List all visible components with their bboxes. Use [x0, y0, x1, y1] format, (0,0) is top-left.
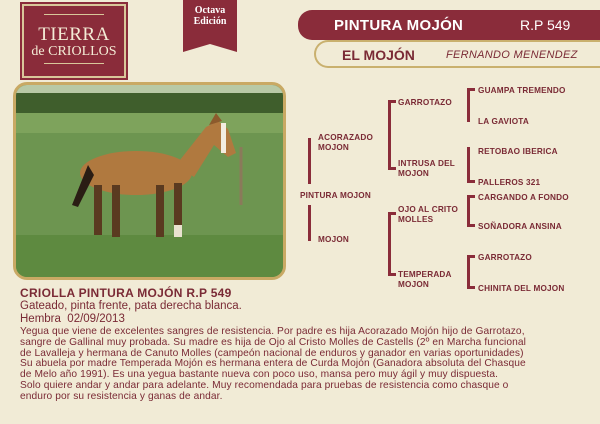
- pedigree-connector: [467, 255, 470, 289]
- pedigree-connector: [467, 195, 470, 227]
- pedigree-connector: [467, 88, 475, 91]
- pedigree-dds: GARROTAZO: [478, 253, 532, 262]
- edition-line-2: Edición: [193, 16, 227, 27]
- pedigree-connector: [388, 167, 396, 170]
- description: [20, 327, 590, 403]
- pedigree-sire: ACORAZADO MOJON: [318, 133, 374, 152]
- pedigree-dam-sire: OJO AL CRITO MOLLES: [398, 205, 459, 224]
- owner-name: EL MOJÓN: [342, 47, 415, 63]
- birth-date: 02/09/2013: [67, 313, 125, 325]
- pedigree-connector: [467, 88, 470, 122]
- pedigree-connector: [388, 212, 391, 276]
- description-line: Yegua que viene de excelentes sangres de resistencia. Por padre es hija Acorazado Mojón hijo de Garrotazo,: [20, 326, 525, 337]
- name-banner: [298, 10, 600, 40]
- description-line: de Melo año 1991). Es una yegua bastante nueva con poco uso, mansa pero muy ágil y muy dispuesta.: [20, 369, 499, 381]
- horse-photo: [13, 82, 286, 280]
- owner-banner: [314, 40, 600, 68]
- pedigree-connector: [467, 224, 475, 227]
- pedigree-self: PINTURA MOJON: [300, 191, 371, 200]
- edition-ribbon: [183, 0, 237, 44]
- pedigree-ssd: LA GAVIOTA: [478, 117, 529, 126]
- pedigree-connector: [388, 100, 396, 103]
- pedigree-connector: [467, 255, 475, 258]
- horse-name: PINTURA MOJÓN: [334, 17, 464, 34]
- logo-line-1: TIERRA: [38, 24, 110, 45]
- pedigree-connector: [388, 212, 396, 215]
- pedigree-connector: [388, 100, 391, 170]
- pedigree-connector: [467, 180, 475, 183]
- pedigree-dsd: SOÑADORA ANSINA: [478, 222, 562, 231]
- pedigree-dss: CARGANDO A FONDO: [478, 193, 569, 202]
- breeder-name: FERNANDO MENENDEZ: [446, 49, 578, 61]
- pedigree-dam-dam: TEMPERADA MOJON: [398, 270, 452, 289]
- sex-and-birth: [20, 313, 125, 325]
- pedigree-connector: [467, 195, 475, 198]
- pedigree-sdd: PALLEROS 321: [478, 178, 541, 187]
- horse-title: CRIOLLA PINTURA MOJÓN R.P 549: [20, 286, 232, 300]
- description-line: sangre de Gallinal muy probada. Su madre es hija de Ojo al Cristo Molles de Castells (2º en Marcha funcional: [20, 336, 527, 348]
- pedigree-connector: [308, 138, 311, 184]
- pedigree-sss: GUAMPA TREMENDO: [478, 86, 566, 95]
- brand-logo: [22, 4, 126, 78]
- pedigree-connector: [467, 147, 470, 183]
- edition-line-1: Octava: [194, 5, 226, 16]
- logo-line-2: de CRIOLLOS: [31, 44, 117, 59]
- pedigree-sire-dam: INTRUSA DEL MOJON: [398, 159, 455, 178]
- logo-ornament: [44, 14, 104, 15]
- pedigree-connector: [467, 286, 475, 289]
- description-line: enduro por su resistencia y ganas de andar.: [20, 390, 223, 402]
- sex-label: Hembra: [20, 313, 61, 325]
- pedigree-connector: [308, 205, 311, 241]
- registration-number: R.P 549: [520, 17, 571, 33]
- pedigree-ddd: CHINITA DEL MOJON: [478, 284, 565, 293]
- pedigree-sire-sire: GARROTAZO: [398, 98, 452, 107]
- description-line: Solo quiere andar y andar para adelante. Muy recomendada para pruebas de resistencia como chasque o: [20, 379, 509, 391]
- pedigree-connector: [388, 273, 396, 276]
- pedigree-dam: MOJON: [318, 235, 350, 244]
- description-line: Su abuela por madre Temperada Mojón es hermana entera de Curda Mojón (Ganadora absoluta del Chasque: [20, 358, 526, 370]
- logo-ornament: [44, 63, 104, 64]
- pedigree-sds: RETOBAO IBERICA: [478, 147, 558, 156]
- description-line: de Lavalleja y hermana de Canuto Molles (campeón nacional de enduros y ganador en varias oportunidades): [20, 347, 524, 359]
- coat-description: Gateado, pinta frente, pata derecha blanca.: [20, 300, 242, 312]
